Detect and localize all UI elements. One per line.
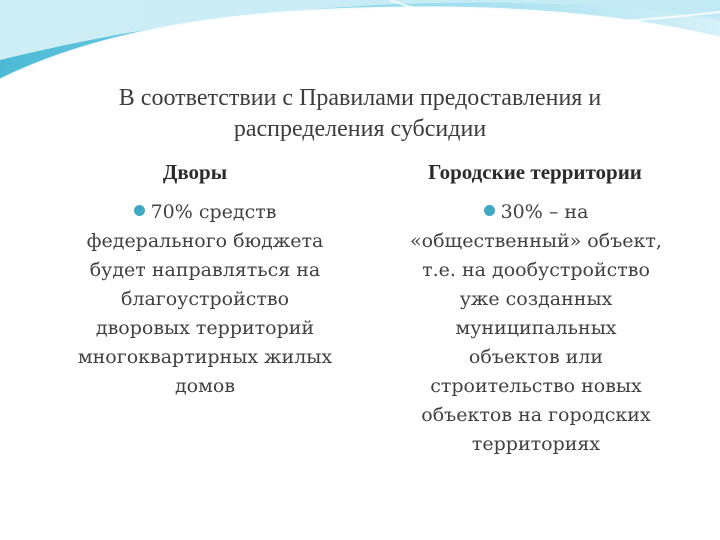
- bullet-dot-icon: [134, 205, 145, 216]
- bullet-dot-icon: [484, 205, 495, 216]
- column-text-line: домов: [174, 375, 236, 397]
- column-text-line: т.е. на дообустройство: [422, 259, 650, 281]
- column-text-line: строительство новых: [430, 375, 642, 397]
- column-text-line: территориях: [471, 433, 601, 455]
- column-text-line: 30% – на: [500, 201, 589, 223]
- slide-title-line-2: распределения субсидии: [233, 116, 487, 142]
- bullet-line: [55, 198, 355, 227]
- column-heading-urban-territories: Городские территории: [428, 160, 642, 184]
- column-text-line: многоквартирных жилых: [77, 346, 333, 368]
- column-text-line: объектов или: [468, 346, 604, 368]
- column-text-line: дворовых территорий: [95, 317, 315, 339]
- column-text-line: 70% средств: [150, 201, 277, 223]
- bullet-line: [378, 198, 694, 227]
- column-text-line: федерального бюджета: [86, 230, 324, 252]
- column-body-yards: [55, 198, 355, 401]
- column-body-urban-territories: [378, 198, 694, 459]
- column-heading-yards: Дворы: [162, 160, 228, 184]
- column-text-line: объектов на городских: [421, 404, 651, 426]
- column-text-line: уже созданных: [459, 288, 613, 310]
- header-wave-decoration: [0, 0, 720, 90]
- slide-title-line-1: В соответствии с Правилами предоставления и: [118, 85, 602, 111]
- column-text-line: благоустройство: [120, 288, 290, 310]
- column-text-line: муниципальных: [455, 317, 617, 339]
- column-text-line: «общественный» объект,: [410, 230, 662, 252]
- slide-title: [40, 83, 680, 145]
- column-text-line: будет направляться на: [89, 259, 321, 281]
